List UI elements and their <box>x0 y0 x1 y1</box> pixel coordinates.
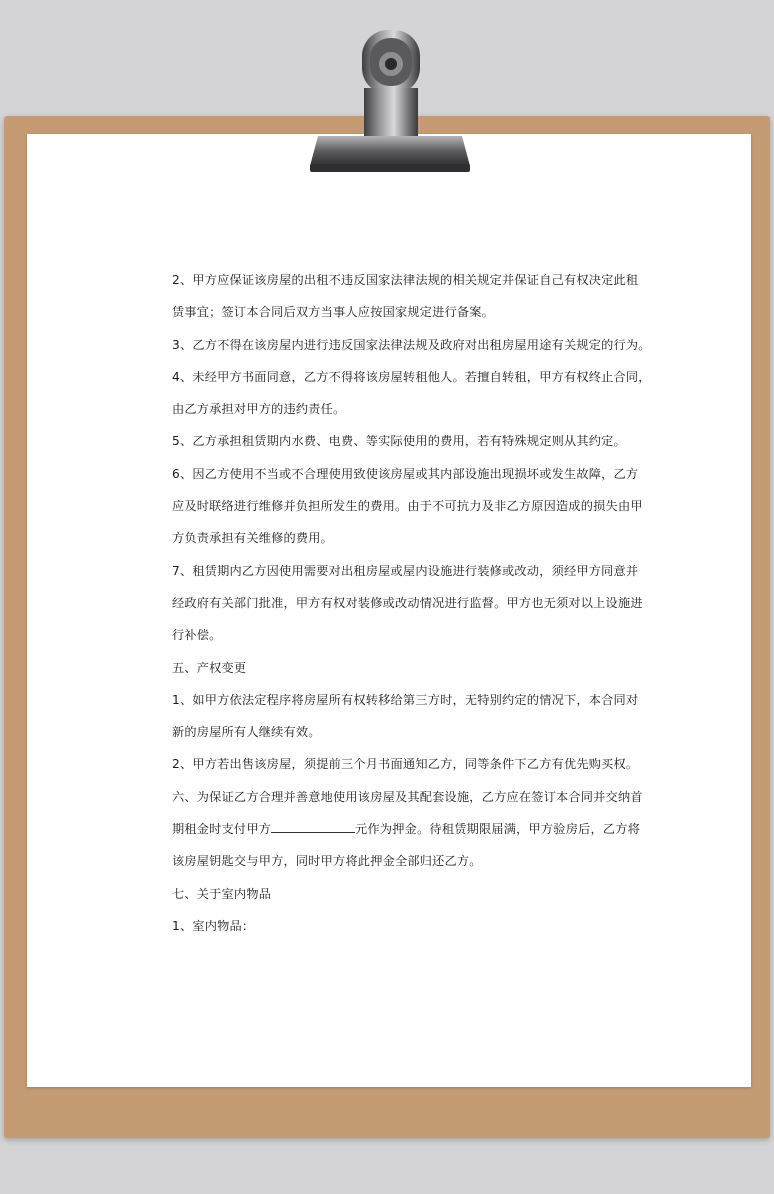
text-line: 2、甲方若出售该房屋，须提前三个月书面通知乙方，同等条件下乙方有优先购买权。 <box>172 757 639 772</box>
deposit-line <box>172 819 641 839</box>
binder-clip-icon <box>304 28 476 178</box>
section-heading: 五、产权变更 <box>172 660 247 675</box>
text-line: 1、如甲方依法定程序将房屋所有权转移给第三方时，无特别约定的情况下，本合同对 <box>172 692 639 707</box>
text-line: 由乙方承担对甲方的违约责任。 <box>172 402 346 417</box>
text-line: 6、因乙方使用不当或不合理使用致使该房屋或其内部设施出现损坏或发生故障，乙方 <box>172 466 639 481</box>
text-line: 该房屋钥匙交与甲方，同时甲方将此押金全部归还乙方。 <box>172 854 482 869</box>
text-line: 7、租赁期内乙方因使用需要对出租房屋或屋内设施进行装修或改动，须经甲方同意并 <box>172 563 639 578</box>
text-line: 经政府有关部门批准，甲方有权对装修或改动情况进行监督。甲方也无须对以上设施进 <box>172 595 643 610</box>
text-line: 3、乙方不得在该房屋内进行违反国家法律法规及政府对出租房屋用途有关规定的行为。 <box>172 337 651 352</box>
text-line: 4、未经甲方书面同意，乙方不得将该房屋转租他人。若擅自转租，甲方有权终止合同， <box>172 369 651 384</box>
text-line: 方负责承担有关维修的费用。 <box>172 531 334 546</box>
text-line: 应及时联络进行维修并负担所发生的费用。由于不可抗力及非乙方原因造成的损失由甲 <box>172 499 643 514</box>
document-body <box>172 270 651 948</box>
section-heading: 六、为保证乙方合理并善意地使用该房屋及其配套设施，乙方应在签订本合同并交纳首 <box>172 789 643 804</box>
text-line: 新的房屋所有人继续有效。 <box>172 725 321 740</box>
text-line: 赁事宜；签订本合同后双方当事人应按国家规定进行备案。 <box>172 305 495 320</box>
deposit-amount-blank <box>271 820 355 833</box>
text-line: 行补偿。 <box>172 628 222 643</box>
text-line: 1、室内物品： <box>172 918 255 933</box>
deposit-line-after: 元作为押金。待租赁期限届满，甲方验房后，乙方将 <box>355 822 641 837</box>
section-heading: 七、关于室内物品 <box>172 886 272 901</box>
deposit-line-before: 期租金时支付甲方 <box>172 822 272 837</box>
text-line: 2、甲方应保证该房屋的出租不违反国家法律法规的相关规定并保证自己有权决定此租 <box>172 273 639 287</box>
text-line: 5、乙方承担租赁期内水费、电费、等实际使用的费用，若有特殊规定则从其约定。 <box>172 434 626 449</box>
